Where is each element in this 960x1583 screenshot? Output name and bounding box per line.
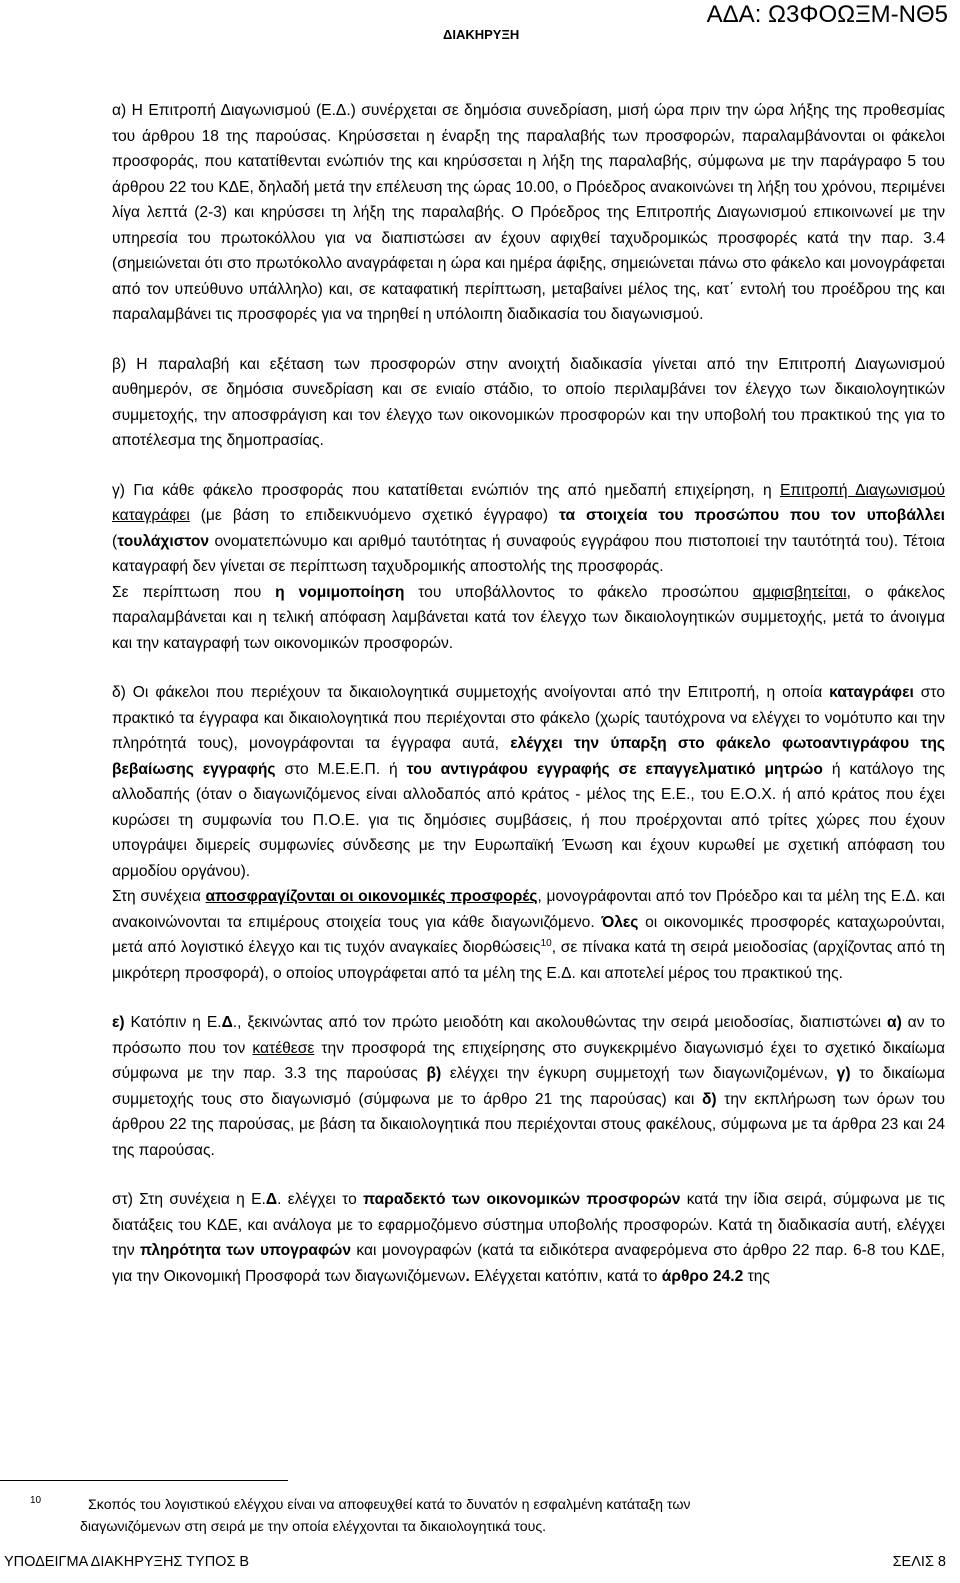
bold-text: η νομιμοποίηση [275,583,405,601]
footnote-line-1: Σκοπός του λογιστικού ελέγχου είναι να αποφευχθεί κατά το δυνατόν η εσφαλμένη κατάταξη των [88,1497,691,1513]
footnote-number: 10 [30,1495,42,1506]
paragraph-e: ε) Κατόπιν η Ε.Δ., ξεκινώντας από τον πρώτο μειοδότη και ακολουθώντας την σειρά μειοδοσίας, διαπιστώνει α) αν το πρόσωπο που τον κατέθεσε την προσφορά της επιχείρησης στο συγκεκριμένο διαγωνισμό έχει το σχετικό δικαίωμα σύμφωνα με την παρ. 3.3 της παρούσας β) ελέγχει την έγκυρη συμμετοχή των διαγωνιζομένων, γ) το δικαίωμα συμμετοχής τους στο διαγωνισμό (σύμφωνα με το άρθρο 21 της παρούσας) και δ) την εκπλήρωση των όρων του άρθρου 22 της παρούσας, με βάση τα δικαιολογητικά που περιέχονται στους φακέλους, σύμφωνα με τα άρθρα 23 και 24 της παρούσας. [112,1014,946,1159]
bold-text: παραδεκτό των οικονομικών προσφορών [363,1191,681,1208]
footnote-separator [0,1480,288,1481]
footnote [30,1494,945,1538]
bold-text: του αντιγράφου εγγραφής σε επαγγελματικό μητρώο [406,760,823,778]
paragraph-c: γ) Για κάθε φάκελο προσφοράς που κατατίθεται ενώπιόν της από ημεδαπή επιχείρηση, η Επιτροπή Διαγωνισμού καταγράφει (με βάση το επιδεικνυόμενο σχετικό έγγραφο) τα στοιχεία του προσώπου που τον υποβάλλει (τουλάχιστον ονοματεπώνυμο και αριθμό ταυτότητας ή συναφούς εγγράφου που πιστοποιεί την ταυτότητά του). Τέτοια καταγραφή δεν γίνεται σε περίπτωση ταχυδρομικής αποστολής της προσφοράς. [112,481,946,575]
footnote-text [30,1494,945,1538]
bold-text: τουλάχιστον [117,532,210,550]
footnote-line-2: διαγωνιζόμενων στη σειρά με την οποία ελέγχονται τα δικαιολογητικά τους. [80,1519,547,1535]
bold-text: ελέγχει την ύπαρξη στο φάκελο φωτοαντιγράφου της βεβαίωσης εγγραφής [112,735,945,778]
underlined-text: κατέθεσε [252,1039,315,1057]
paragraph-c-2: Σε περίπτωση που η νομιμοποίηση του υποβάλλοντος το φάκελο προσώπου αμφισβητείται, ο φάκελος παραλαμβάνεται και η τελική απόφαση λαμβάνεται κατά τον έλεγχο των δικαιολογητικών συμμετοχής, μετά το άνοιγμα και την καταγραφή των οικονομικών προσφορών. [112,583,946,652]
underlined-text: αμφισβητείται [752,583,847,601]
paragraph-a: α) Η Επιτροπή Διαγωνισμού (Ε.Δ.) συνέρχεται σε δημόσια συνεδρίαση, μισή ώρα πριν την ώρα λήξης της προθεσμίας του άρθρου 18 της παρούσας. Κηρύσσεται η έναρξη της παραλαβής των προσφορών, παραλαμβάνονται οι φάκελοι προσφοράς, που κατατίθενται ενώπιόν της και κηρύσσεται η λήξη της παραλαβής, σύμφωνα με την παράγραφο 5 του άρθρου 22 του ΚΔΕ, δηλαδή μετά την επέλευση της ώρας 10.00, ο Πρόεδρος ανακοινώνει τη λήξη του χρόνου, περιμένει λίγα λεπτά (2-3) και κηρύσσει τη λήξη της παραλαβής. Ο Πρόεδρος της Επιτροπής Διαγωνισμού επικοινωνεί με την υπηρεσία του πρωτοκόλλου για να διαπιστώσει αν έχουν αφιχθεί ταχυδρομικώς προσφορές κατά την παρ. 3.4 (σημειώνεται ότι στο πρωτόκολλο αναγράφεται η ώρα και ημέρα άφιξης, σημειώνεται πάνω στο φάκελο και μονογράφεται από τον υπεύθυνο υπάλληλο) και, σε καταφατική περίπτωση, μεταβαίνει μέλος της, κατ΄ εντολή του προέδρου της και παραλαμβάνει τις προσφορές για να τηρηθεί η υπόλοιπη διαδικασία του διαγωνισμού. [112,102,945,323]
bold-text: Όλες [601,913,639,931]
page-footer [4,1554,946,1570]
footnote-reference: 10 [540,937,552,949]
paragraph-d-2: Στη συνέχεια αποσφραγίζονται οι οικονομικές προσφορές, μονογράφονται από τον Πρόεδρο και τα μέλη της Ε.Δ. και ανακοινώνονται τα επιμέρους στοιχεία τους για κάθε διαγωνιζόμενο. Όλες οι οικονομικές προσφορές καταχωρούνται, μετά από λογιστικό έλεγχο και τις τυχόν αναγκαίες διορθώσεις$^{10}$, σε πίνακα κατά τη σειρά μειοδοσίας (αρχίζοντας από τη μικρότερη προσφορά), ο οποίος υπογράφεται από τα μέλη της Ε.Δ. και αποτελεί μέρος του πρακτικού της. [112,888,945,982]
footer-page-number: ΣΕΛΙΣ 8 [892,1554,946,1570]
bold-text: άρθρο 24.2 [661,1267,744,1285]
header-label: ΔΙΑΚΗΡΥΞΗ [443,27,520,42]
paragraph-f: στ) Στη συνέχεια η Ε.Δ. ελέγχει το παραδεκτό των οικονομικών προσφορών κατά την ίδια σειρά, σύμφωνα με τις διατάξεις του ΚΔΕ, και ανάλογα με το εφαρμοζόμενο σύστημα υποβολής προσφορών. Κατά τη διαδικασία αυτή, ελέγχει την πληρότητα των υπογραφών και μονογραφών (κατά τα ειδικότερα αναφερόμενα στο άρθρο 22 παρ. 6-8 του ΚΔΕ, για την Οικονομική Προσφορά των διαγωνιζόμενων. Ελέγχεται κατόπιν, κατά το άρθρο 24.2 της [112,1191,945,1285]
paragraph-d: δ) Οι φάκελοι που περιέχουν τα δικαιολογητικά συμμετοχής ανοίγονται από την Επιτροπή, η οποία καταγράφει στο πρακτικό τα έγγραφα και δικαιολογητικά που περιέχονται στο φάκελο (χωρίς ταυτόχρονα να ελέγχει το νομότυπο και την πληρότητά τους), μονογράφονται τα έγγραφα αυτά, ελέγχει την ύπαρξη στο φάκελο φωτοαντιγράφου της βεβαίωσης εγγραφής στο Μ.Ε.Ε.Π. ή του αντιγράφου εγγραφής σε επαγγελματικό μητρώο ή κατάλογο της αλλοδαπής (όταν ο διαγωνιζόμενος είναι αλλοδαπός από κράτος - μέλος της Ε.Ε., του Ε.Ο.Χ. ή από κράτος που έχει κυρώσει τη συμφωνία του Π.Ο.Ε. για τις δημόσιες συμβάσεις, ή που προέρχονται από τρίτες χώρες που έχουν υπογράψει διμερείς συμφωνίες σύνδεσης με την Ευρωπαϊκή Ένωση και έχουν κυρωθεί με σχετική απόφαση του αρμοδίου οργάνου). [112,684,946,880]
bold-text: καταγράφει [829,684,914,701]
bold-text: πληρότητα των υπογραφών [140,1242,352,1259]
paragraph-b: β) Η παραλαβή και εξέταση των προσφορών στην ανοιχτή διαδικασία γίνεται από την Επιτροπή Διαγωνισμού αυθημερόν, σε δημόσια συνεδρίαση και σε ενιαίο στάδιο, το οποίο περιλαμβάνει τον έλεγχο των δικαιολογητικών συμμετοχής, την αποσφράγιση και τον έλεγχο των οικονομικών προσφορών και την υποβολή του πρακτικού της για το αποτέλεσμα της δημοπρασίας. [112,355,945,449]
underlined-text: Επιτροπή Διαγωνισμού καταγράφει [112,481,946,524]
footer-document-type: ΥΠΟΔΕΙΓΜΑ ΔΙΑΚΗΡΥΞΗΣ ΤΥΠΟΣ Β [4,1554,250,1570]
bold-underlined-text: αποσφραγίζονται οι οικονομικές προσφορές [205,888,538,905]
bold-text: τα στοιχεία του προσώπου που τον υποβάλλει [558,507,945,524]
document-body [112,98,945,1289]
ada-code: ΑΔΑ: Ω3ΦΟΩΞΜ-ΝΘ5 [706,1,948,28]
